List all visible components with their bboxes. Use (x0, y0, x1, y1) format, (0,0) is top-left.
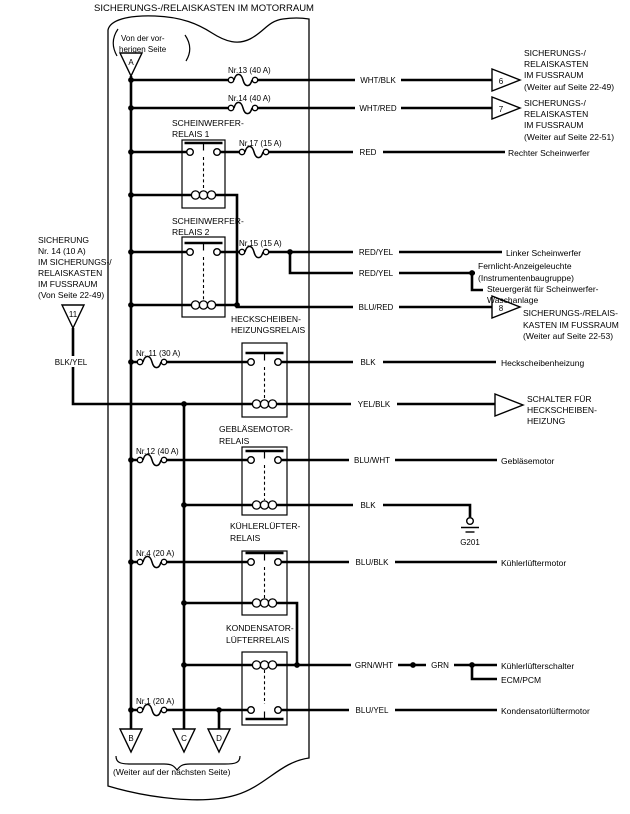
ground-label: G201 (460, 538, 480, 547)
dest-8-line2: KASTEN IM FUSSRAUM (523, 320, 619, 330)
coil-headlight-2 (191, 301, 216, 310)
dest-6-line1: SICHERUNGS-/ (524, 48, 586, 58)
fuse-12-label: Nr.12 (40 A) (136, 447, 179, 456)
wire-color-labels (49, 74, 454, 715)
coil-defogger (252, 400, 277, 409)
contact-headlight-1 (185, 143, 223, 156)
fuse-17-label: Nr.17 (15 A) (239, 139, 282, 148)
dest-7-line2: RELAISKASTEN (524, 109, 589, 119)
left-branch-line3: IM SICHERUNGS-/ (38, 257, 112, 267)
left-branch-line5: IM FUSSRAUM (38, 279, 98, 289)
connector-b-label: B (128, 734, 134, 743)
wire-label-blk-2: BLK (360, 501, 376, 510)
fuse-14-label: Nr.14 (40 A) (228, 94, 271, 103)
coil-condenser-fan (252, 661, 277, 670)
relay-blower-label-line2: RELAIS (219, 436, 250, 446)
source-note-line2: herigen Seite (119, 45, 167, 54)
relay-condenser-fan-label-line2: LÜFTERRELAIS (226, 635, 290, 645)
wire-label-yelblk: YEL/BLK (357, 400, 391, 409)
source-note-line1: Von der vor- (121, 34, 165, 43)
fuse-15-symbol (239, 246, 268, 257)
wire-label-redyel-1: RED/YEL (358, 248, 394, 257)
dest-high-beam-line1: Fernlicht-Anzeigeleuchte (478, 261, 572, 271)
fuse-1-symbol (137, 704, 166, 715)
dest-defog-switch-line3: HEIZUNG (527, 416, 566, 426)
wire-radfan-coil-link (184, 603, 297, 665)
connector-c-label: C (181, 734, 187, 743)
dest-rad-fan-motor: Kühlerlüftermotor (501, 558, 567, 568)
fuse-13-symbol (228, 74, 257, 85)
dest-left-headlight: Linker Scheinwerfer (506, 248, 582, 258)
bottom-note: (Weiter auf der nächsten Seite) (113, 767, 231, 777)
wire-label-blured: BLU/RED (358, 303, 394, 312)
relay-blower-label-line1: GEBLÄSEMOTOR- (219, 424, 293, 434)
ground-symbol (461, 518, 479, 532)
connector-a-label: A (128, 58, 134, 67)
dest-blower-motor: Gebläsemotor (501, 456, 555, 466)
contact-blower (246, 451, 284, 464)
dest-6-line3: IM FUSSRAUM (524, 70, 584, 80)
left-branch-line1: SICHERUNG (38, 235, 90, 245)
contact-defogger (246, 353, 284, 366)
coil-radiator-fan (252, 599, 277, 608)
dest-washer-ctrl-line1: Steuergerät für Scheinwerfer- (487, 284, 599, 294)
contact-condenser-fan (246, 706, 284, 719)
relay-headlight-2-label-line2: RELAIS 2 (172, 227, 210, 237)
left-branch-line4: RELAISKASTEN (38, 268, 103, 278)
relay-headlight-1-label-line2: RELAIS 1 (172, 129, 210, 139)
dest-right-headlight: Rechter Scheinwerfer (508, 148, 590, 158)
left-branch-line2: Nr. 14 (10 A) (38, 246, 86, 256)
wire-label-whtred: WHT/RED (359, 104, 397, 113)
fuse-15-label: Nr.15 (15 A) (239, 239, 282, 248)
fuse-11-symbol (137, 356, 166, 367)
dest-defog-heater: Heckscheibenheizung (501, 358, 585, 368)
wire-label-redyel-2: RED/YEL (358, 269, 394, 278)
connector-7-label: 7 (498, 105, 504, 114)
contact-radiator-fan (246, 553, 284, 566)
wire-label-grnwht: GRN/WHT (354, 661, 394, 670)
relay-defogger-label-line2: HEIZUNGSRELAIS (231, 325, 306, 335)
connector-11-label: 11 (68, 310, 78, 319)
wire-label-grn: GRN (431, 661, 449, 670)
fuse-17-symbol (239, 146, 268, 157)
dest-8-line1: SICHERUNGS-/RELAIS- (523, 308, 618, 318)
wire-blk-ground-row (184, 505, 470, 517)
wire-label-blublk: BLU/BLK (355, 558, 389, 567)
wire-label-bluyel: BLU/YEL (355, 706, 389, 715)
relay-condenser-fan-label-line1: KONDENSATOR- (226, 623, 294, 633)
wire-label-red: RED (359, 148, 377, 157)
dest-7-line1: SICHERUNGS-/ (524, 98, 586, 108)
page-title: SICHERUNGS-/RELAISKASTEN IM MOTORRAUM (94, 3, 314, 14)
relay-defogger-label-line1: HECKSCHEIBEN- (231, 314, 301, 324)
dest-defog-switch-line1: SCHALTER FÜR (527, 394, 592, 404)
wire-label-blkyel: BLK/YEL (54, 358, 88, 367)
junction-dots (128, 77, 475, 713)
coil-blower (252, 501, 277, 510)
dest-8-line3: (Weiter auf Seite 22-53) (523, 331, 614, 341)
wire-blkyel-yelblk-row (73, 328, 495, 404)
connector-6-label: 6 (498, 77, 504, 86)
fuse-13-label: Nr.13 (40 A) (228, 66, 271, 75)
fuse-14-symbol (228, 102, 257, 113)
dest-cond-fan-motor: Kondensatorlüftermotor (501, 706, 590, 716)
dest-washer-ctrl-line2: Waschanlage (487, 295, 539, 305)
relay-radiator-fan-label-line1: KÜHLERLÜFTER- (230, 521, 301, 531)
defog-switch-arrow (495, 394, 523, 416)
relay-headlight-2-label-line1: SCHEINWERFER- (172, 216, 244, 226)
relay-radiator-fan-label-line2: RELAIS (230, 533, 261, 543)
coil-headlight-1 (191, 191, 216, 200)
fuse-12-symbol (137, 454, 166, 465)
dest-7-line3: IM FUSSRAUM (524, 120, 584, 130)
fuse-11-label: Nr. 11 (30 A) (136, 349, 181, 358)
dest-defog-switch-line2: HECKSCHEIBEN- (527, 405, 597, 415)
fuse-4-label: Nr.4 (20 A) (136, 549, 175, 558)
connector-7-triangle (492, 97, 520, 119)
fuse-1-label: Nr.1 (20 A) (136, 697, 175, 706)
wire-label-bluwht: BLU/WHT (354, 456, 390, 465)
left-branch-line6: (Von Seite 22-49) (38, 290, 105, 300)
fuse-4-symbol (137, 556, 166, 567)
dest-high-beam-line2: (Instrumentenbaugruppe) (478, 273, 574, 283)
diagram-text (38, 3, 619, 777)
dest-rad-fan-switch: Kühlerlüfterschalter (501, 661, 575, 671)
contact-headlight-2 (185, 243, 223, 256)
wire-ecm-branch (472, 665, 497, 679)
dest-6-line2: RELAISKASTEN (524, 59, 589, 69)
dest-ecm: ECM/PCM (501, 675, 542, 685)
connector-d-label: D (216, 734, 222, 743)
dest-6-line4: (Weiter auf Seite 22-49) (524, 82, 615, 92)
connector-6-triangle (492, 69, 520, 91)
wire-label-whtblk: WHT/BLK (360, 76, 396, 85)
dest-7-line4: (Weiter auf Seite 22-51) (524, 132, 615, 142)
relay-headlight-1-label-line1: SCHEINWERFER- (172, 118, 244, 128)
wire-label-blk-1: BLK (360, 358, 376, 367)
connector-8-label: 8 (498, 304, 504, 313)
